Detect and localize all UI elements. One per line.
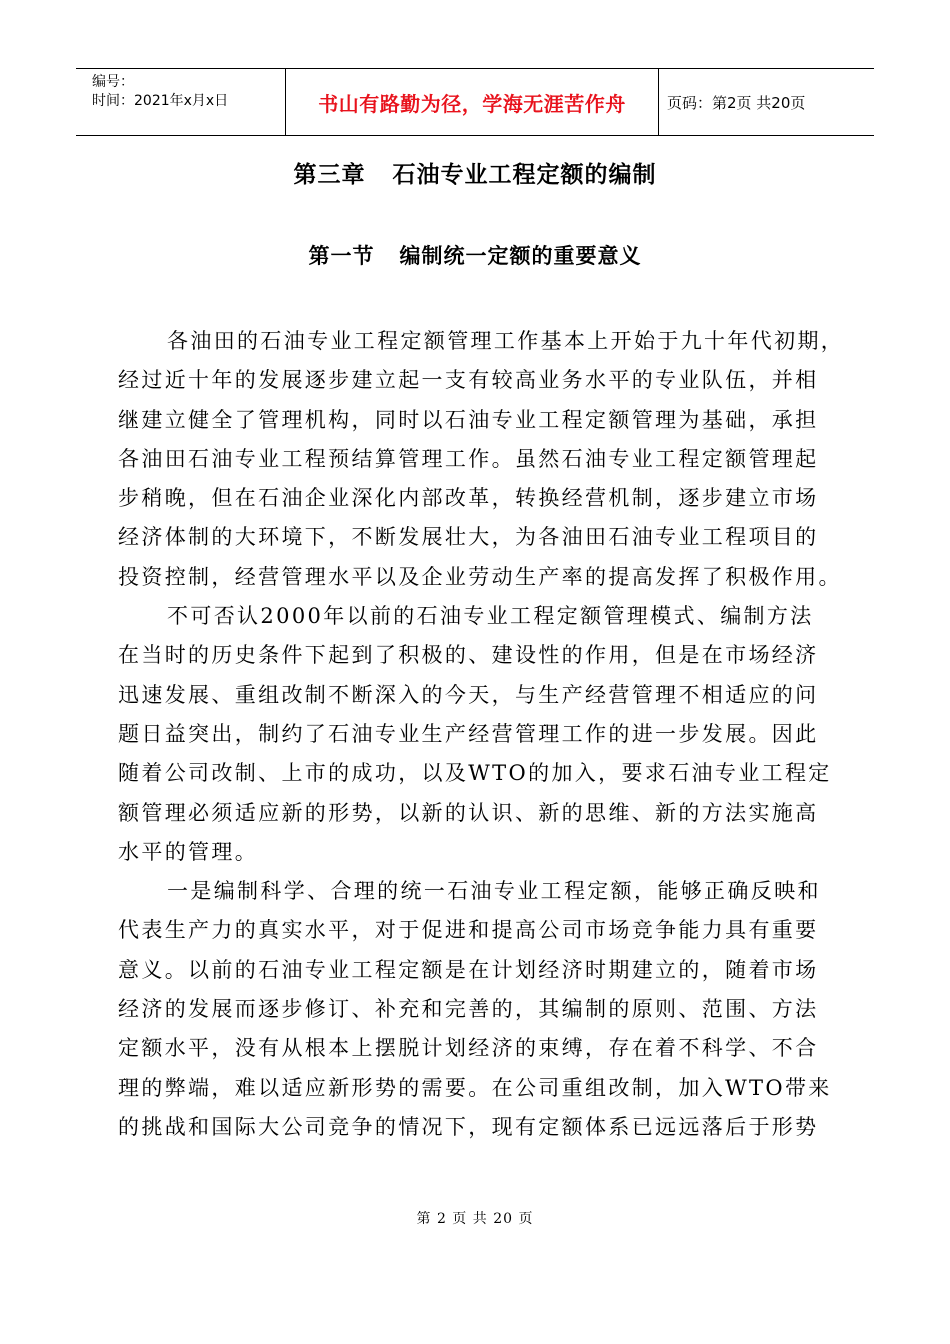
paragraph-3-line: 一是编制科学、合理的统一石油专业工程定额，能够正确反映和 — [167, 879, 821, 904]
document-time-label: 时间：2021年x月x日 — [92, 93, 229, 109]
header-page-info: 页码：第2页 共20页 — [667, 93, 806, 112]
body-text — [118, 322, 858, 1147]
paragraph-3-line: 定额水平，没有从根本上摆脱计划经济的束缚，存在着不科学、不合 — [118, 1036, 819, 1061]
paragraph-2-line: 题日益突出，制约了石油专业生产经营管理工作的进一步发展。因此 — [118, 721, 819, 746]
paragraph-1-line: 各油田石油专业工程预结算管理工作。虽然石油专业工程定额管理起 — [118, 446, 819, 471]
paragraph-3-line: 理的弊端，难以适应新形势的需要。在公司重组改制，加入WTO带来 — [118, 1075, 832, 1100]
paragraph-2-line: 在当时的历史条件下起到了积极的、建设性的作用，但是在市场经济 — [118, 643, 819, 668]
page-footer: 第 2 页 共 20 页 — [416, 1211, 534, 1227]
chapter-title: 第三章 石油专业工程定额的编制 — [293, 162, 657, 188]
paragraph-1-line: 步稍晚，但在石油企业深化内部改革，转换经营机制，逐步建立市场 — [118, 486, 819, 511]
paragraph-3-line: 的挑战和国际大公司竞争的情况下，现有定额体系已远远落后于形势 — [118, 1114, 819, 1139]
paragraph-2-line: 额管理必须适应新的形势，以新的认识、新的思维、新的方法实施高 — [118, 800, 819, 825]
paragraph-3-line: 代表生产力的真实水平，对于促进和提高公司市场竞争能力具有重要 — [118, 918, 819, 943]
paragraph-2-line: 随着公司改制、上市的成功，以及WTO的加入，要求石油专业工程定 — [118, 761, 832, 786]
paragraph-2-line: 水平的管理。 — [118, 839, 259, 864]
page-header-table — [76, 68, 874, 136]
paragraph-1-line: 投资控制，经营管理水平以及企业劳动生产率的提高发挥了积极作用。 — [118, 564, 842, 589]
paragraph-2-line: 迅速发展、重组改制不断深入的今天，与生产经营管理不相适应的问 — [118, 682, 819, 707]
paragraph-3-line: 意义。以前的石油专业工程定额是在计划经济时期建立的，随着市场 — [118, 957, 819, 982]
paragraph-3-line: 经济的发展而逐步修订、补充和完善的，其编制的原则、范围、方法 — [118, 997, 819, 1022]
paragraph-1-line: 各油田的石油专业工程定额管理工作基本上开始于九十年代初期， — [167, 329, 845, 353]
section-title: 第一节 编制统一定额的重要意义 — [308, 244, 642, 268]
paragraph-2-line: 不可否认2000年以前的石油专业工程定额管理模式、编制方法 — [167, 604, 814, 629]
header-meta-cell — [76, 69, 286, 135]
paragraph-1-line: 经济体制的大环境下，不断发展壮大，为各油田石油专业工程项目的 — [118, 525, 819, 550]
paragraph-1-line: 继建立健全了管理机构，同时以石油专业工程定额管理为基础，承担 — [118, 407, 819, 432]
document-number-label: 编号： — [92, 74, 134, 90]
paragraph-1-line: 经过近十年的发展逐步建立起一支有较高业务水平的专业队伍，并相 — [118, 368, 819, 393]
header-motto: 书山有路勤为径，学海无涯苦作舟 — [286, 69, 659, 135]
